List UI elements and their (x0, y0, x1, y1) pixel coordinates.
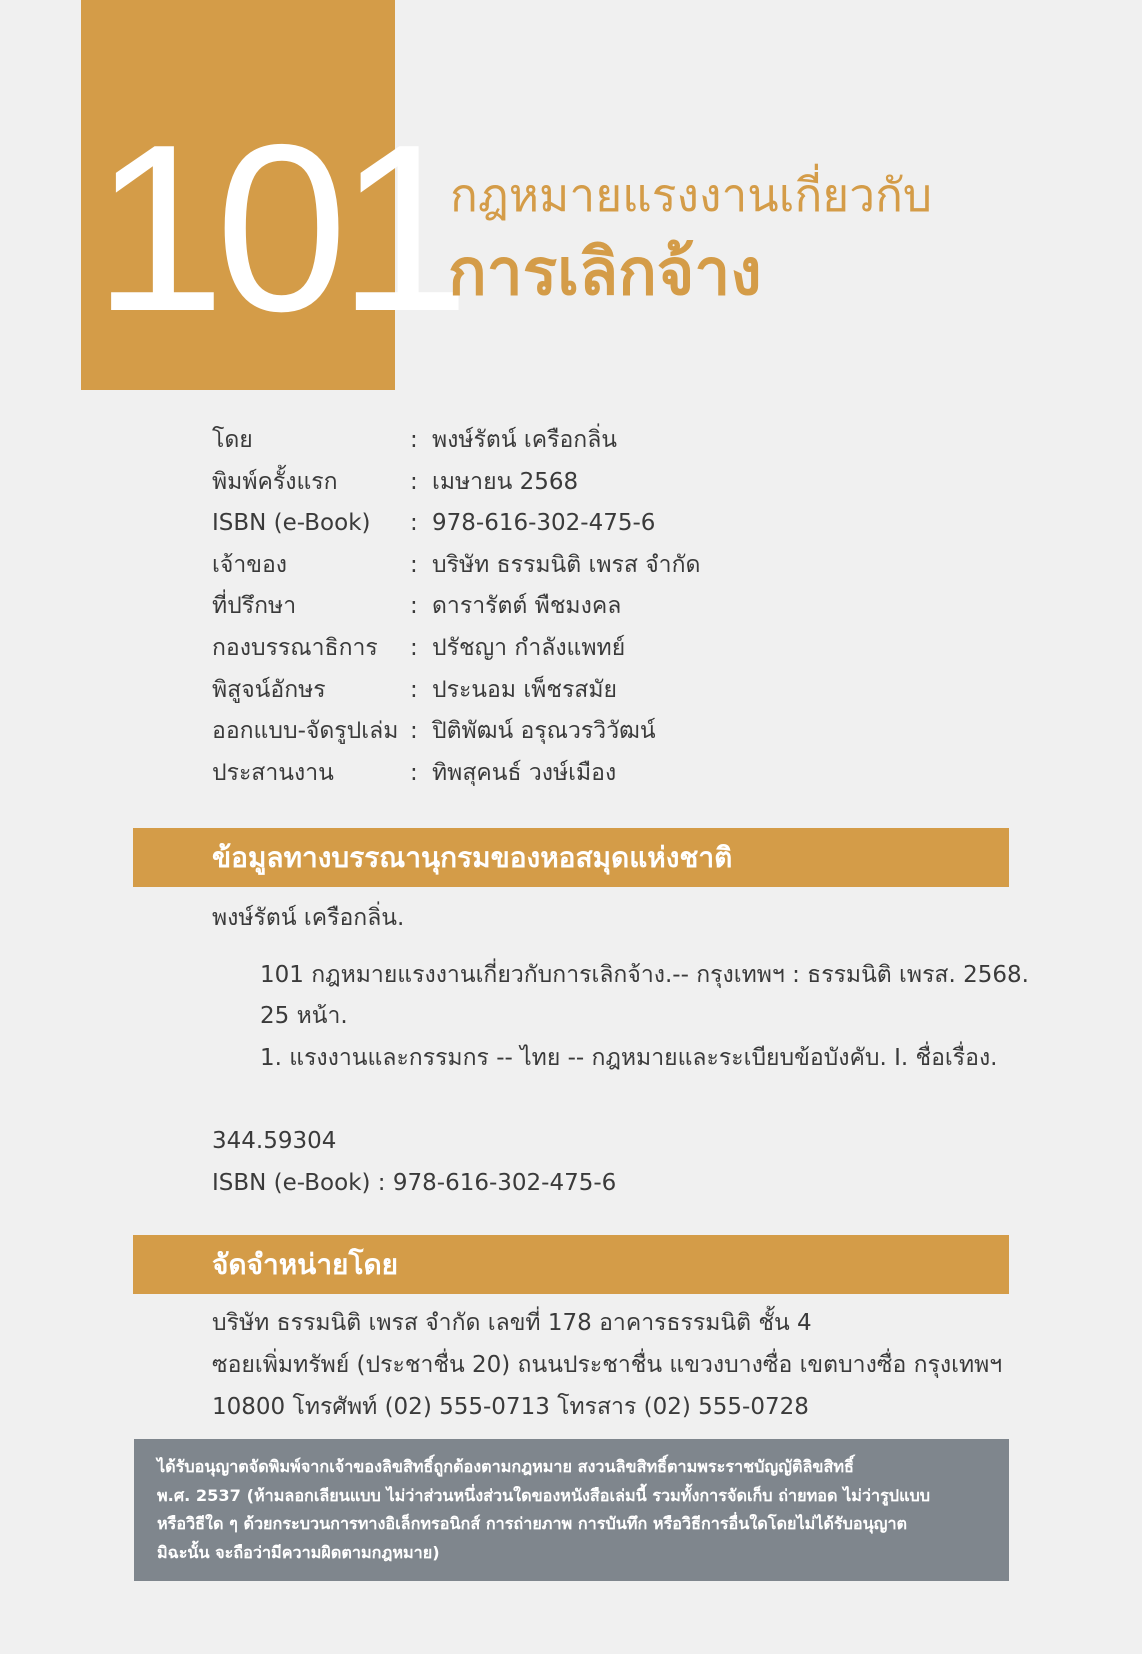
credit-colon: : (410, 551, 418, 578)
credit-label: โดย (212, 427, 253, 453)
credit-colon: : (410, 510, 418, 537)
credit-value: ปิติพัฒน์ อรุณวรวิวัฒน์ (432, 718, 656, 745)
credit-row (212, 711, 700, 753)
credit-row (212, 670, 700, 712)
credit-colon: : (410, 759, 418, 786)
book-title-line1: กฎหมายแรงงานเกี่ยวกับ (450, 168, 933, 222)
credit-value: พงษ์รัตน์ เครือกลิ่น (432, 427, 618, 453)
catalog-isbn: ISBN (e-Book) : 978-616-302-475-6 (212, 1170, 617, 1196)
credits-list (212, 420, 700, 794)
credit-label: พิมพ์ครั้งแรก (212, 468, 338, 495)
credit-colon: : (410, 427, 418, 453)
credit-value: ปรัชญา กำลังแพทย์ (432, 634, 626, 661)
credit-label: พิสูจน์อักษร (212, 676, 326, 703)
catalog-classification: 344.59304 (212, 1128, 337, 1154)
cover-number-block (81, 0, 461, 390)
notice-line: มิฉะนั้น จะถือว่ามีความผิดตามกฎหมาย) (157, 1542, 440, 1562)
credit-label: เจ้าของ (212, 551, 288, 578)
credit-colon: : (410, 676, 418, 703)
credit-label: ประสานงาน (212, 759, 334, 786)
credit-colon: : (410, 718, 418, 745)
credit-label: ISBN (e-Book) (212, 510, 371, 537)
book-title-line2: การเลิกจ้าง (448, 236, 762, 310)
notice-line: หรือวิธีใด ๆ ด้วยกระบวนการทางอิเล็กทรอนิกส์ การถ่ายภาพ การบันทึก หรือวิธีการอื่นใดโดยไม่ได้รับอนุญาต (157, 1514, 908, 1533)
credit-value: บริษัท ธรรมนิติ เพรส จำกัด (432, 551, 701, 578)
credit-row (212, 462, 700, 504)
credit-value: ดารารัตต์ พืชมงคล (432, 593, 622, 620)
credit-row (212, 753, 700, 795)
credit-label: ที่ปรึกษา (212, 593, 297, 620)
catalog-entry-line1: 101 กฎหมายแรงงานเกี่ยวกับการเลิกจ้าง.-- กรุงเทพฯ : ธรรมนิติ เพรส. 2568. (260, 962, 1029, 988)
distribution-address-line2: ซอยเพิ่มทรัพย์ (ประชาชื่น 20) ถนนประชาชื่น แขวงบางซื่อ เขตบางซื่อ กรุงเทพฯ (212, 1352, 1003, 1378)
credit-label: กองบรรณาธิการ (212, 634, 378, 661)
distribution-heading: จัดจำหน่ายโดย (133, 1235, 1009, 1294)
credit-value: 978-616-302-475-6 (432, 510, 656, 537)
credit-row (212, 586, 700, 628)
credit-colon: : (410, 634, 418, 661)
catalog-author: พงษ์รัตน์ เครือกลิ่น. (212, 905, 405, 931)
notice-line: ได้รับอนุญาตจัดพิมพ์จากเจ้าของลิขสิทธิ์ถูกต้องตามกฎหมาย สงวนลิขสิทธิ์ตามพระราชบัญญัติลิขสิทธิ์ (157, 1457, 854, 1476)
credit-row (212, 420, 700, 462)
distribution-address-line1: บริษัท ธรรมนิติ เพรส จำกัด เลขที่ 178 อาคารธรรมนิติ ชั้น 4 (212, 1310, 812, 1336)
credit-label: ออกแบบ-จัดรูปเล่ม (212, 718, 399, 745)
credit-colon: : (410, 468, 418, 495)
credit-value: ประนอม เพ็ชรสมัย (432, 676, 617, 703)
credit-row (212, 545, 700, 587)
credit-colon: : (410, 593, 418, 620)
catalog-entry-line2: 25 หน้า. (260, 1003, 348, 1029)
catalog-heading: ข้อมูลทางบรรณานุกรมของหอสมุดแห่งชาติ (133, 828, 1009, 887)
copyright-notice (134, 1439, 1009, 1581)
notice-line: พ.ศ. 2537 (ห้ามลอกเลียนแบบ ไม่ว่าส่วนหนึ่งส่วนใดของหนังสือเล่มนี้ รวมทั้งการจัดเก็บ ถ่ายทอด ไม่ว่ารูปแบบ (157, 1485, 931, 1505)
credit-row (212, 503, 700, 545)
catalog-entry-line3: 1. แรงงานและกรรมกร -- ไทย -- กฎหมายและระเบียบข้อบังคับ. I. ชื่อเรื่อง. (260, 1045, 998, 1071)
credit-row (212, 628, 700, 670)
distribution-address-line3: 10800 โทรศัพท์ (02) 555-0713 โทรสาร (02) 555-0728 (212, 1394, 809, 1420)
credit-value: เมษายน 2568 (432, 468, 579, 495)
cover-number: 101 (93, 96, 461, 361)
credit-value: ทิพสุคนธ์ วงษ์เมือง (432, 759, 617, 786)
